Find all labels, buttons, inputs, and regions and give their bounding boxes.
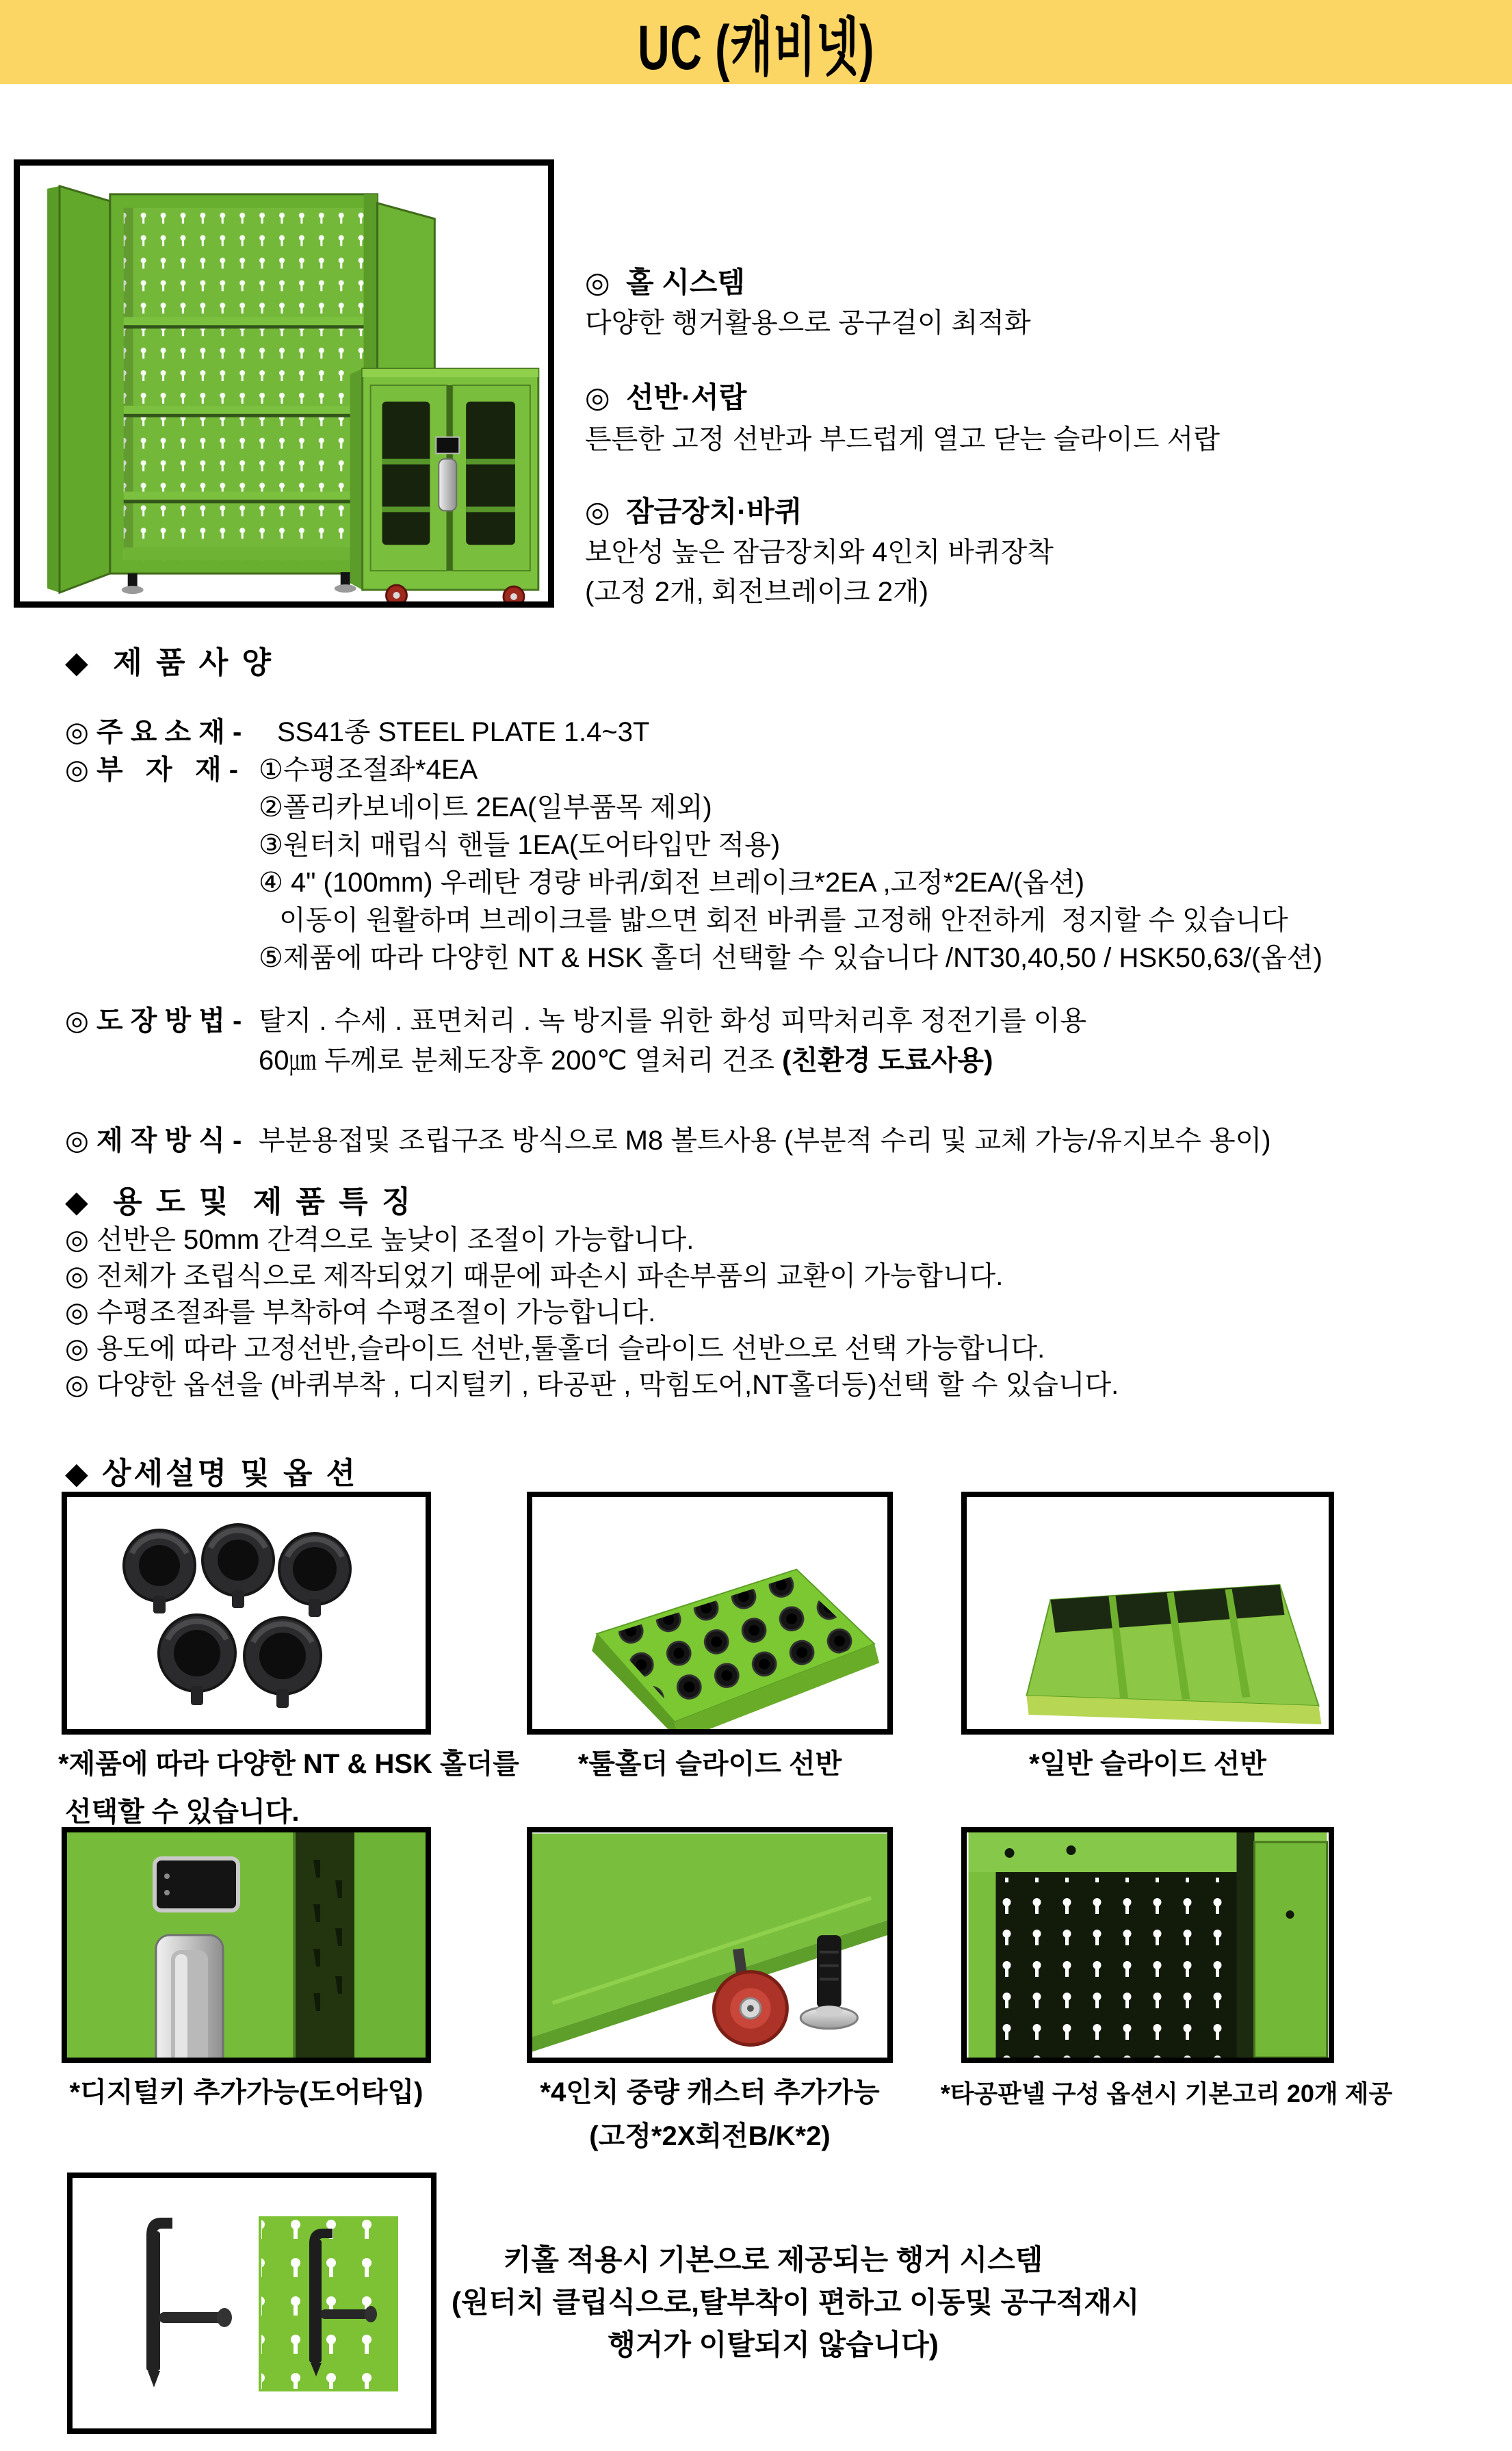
option-image-toolholder-shelf	[527, 1492, 893, 1735]
caption-nt-hsk-line-2: 선택할 수 있습니다.	[65, 1797, 300, 1827]
caption-caster-line-1: *4인치 중량 캐스터 추가가능	[540, 2077, 880, 2108]
option-image-caster	[527, 1827, 893, 2063]
general-slide-shelf-icon	[967, 1497, 1329, 1729]
spec-method-value: 부분용접및 조립구조 방식으로 M8 볼트사용 (부분적 수리 및 교체 가능/유지보수 용이)	[259, 1126, 1271, 1156]
spec-method-label: ◎ 제 작 방 식 -	[65, 1126, 242, 1156]
feature-text-lock-wheel-2: (고정 2개, 회전브레이크 2개)	[585, 577, 928, 607]
caption-nt-hsk-line-1: *제품에 따라 다양한 NT & HSK 홀더를	[58, 1749, 519, 1779]
hanger-hook-system-icon	[73, 2178, 431, 2428]
spec-parts-line-2: ②폴리카보네이트 2EA(일부품목 제외)	[259, 792, 712, 822]
caption-digital-key: *디지털키 추가가능(도어타입)	[69, 2077, 423, 2108]
feature-heading-hole-system: ◎ 홀 시스템	[585, 266, 745, 298]
spec-parts-label: ◎ 부 자 재 -	[65, 755, 239, 785]
spec-paint-line-1: 탈지 . 수세 . 표면처리 . 녹 방지를 위한 화성 피막처리후 정전기를 이용	[259, 1006, 1086, 1036]
page-title: UC (캐비넷)	[637, 12, 875, 83]
feature-text-shelf-drawer: 튼튼한 고정 선반과 부드럽게 열고 닫는 슬라이드 서랍	[585, 424, 1220, 454]
spec-parts-line-5: 이동이 원활하며 브레이크를 밟으면 회전 바퀴를 고정해 안전하게 정지할 수 있습니다	[279, 905, 1288, 935]
option-image-hanger	[67, 2173, 436, 2434]
spec-section-title: ◆ 제 품 사 양	[65, 646, 274, 679]
feature-text-lock-wheel-1: 보안성 높은 잠금장치와 4인치 바퀴장착	[585, 537, 1054, 567]
uc-cabinet-product-photo-icon	[20, 166, 548, 601]
feature-text-hole-system: 다양한 행거활용으로 공구걸이 최적화	[585, 308, 1031, 338]
spec-parts-line-4: ④ 4" (100mm) 우레탄 경량 바퀴/회전 브레이크*2EA ,고정*2EA/(옵션)	[259, 868, 1085, 898]
spec-paint-line-2-normal: 60㎛ 두께로 분체도장후 200℃ 열처리 건조	[259, 1046, 783, 1076]
spec-material-label: ◎ 주 요 소 재 -	[65, 717, 242, 747]
heavy-duty-caster-icon	[532, 1832, 887, 2058]
spec-parts-line-6: ⑤제품에 따라 다양힌 NT & HSK 홀더 선택할 수 있습니다 /NT30,40,50 / HSK50,63/(옵션)	[259, 943, 1322, 973]
details-section-title: ◆ 상세설명 및 옵 션	[65, 1457, 359, 1490]
spec-paint-line-2	[259, 1046, 993, 1076]
usage-item-4: ◎ 용도에 따라 고정선반,슬라이드 선반,툴홀더 슬라이드 선반으로 선택 가능합니다.	[65, 1334, 1045, 1364]
toolholder-slide-shelf-icon	[532, 1497, 887, 1729]
option-image-digital-key	[62, 1827, 431, 2063]
option-image-nt-hsk-holders	[62, 1492, 431, 1735]
spec-parts-line-1: ①수평조절좌*4EA	[259, 755, 478, 785]
hanger-text-line-2: (원터치 클립식으로,탈부착이 편하고 이동및 공구적재시	[452, 2286, 1140, 2318]
hero-product-image-frame	[14, 159, 554, 608]
caption-toolholder-shelf: *툴홀더 슬라이드 선반	[577, 1749, 842, 1779]
digital-key-lock-icon	[67, 1832, 426, 2058]
usage-item-1: ◎ 선반은 50mm 간격으로 높낮이 조절이 가능합니다.	[65, 1225, 694, 1255]
caption-caster-line-2: (고정*2X회전B/K*2)	[589, 2121, 831, 2151]
option-image-slide-shelf	[961, 1492, 1334, 1735]
usage-item-5: ◎ 다양한 옵션을 (바퀴부착 , 디지털키 , 타공판 , 막힘도어,NT홀더등)선택 할 수 있습니다.	[65, 1370, 1119, 1400]
hanger-text-line-1: 키홀 적용시 기본으로 제공되는 행거 시스템	[503, 2244, 1043, 2276]
spec-paint-line-2-bold: (친환경 도료사용)	[782, 1046, 993, 1076]
usage-section-title: ◆ 용 도 및 제 품 특 징	[65, 1185, 414, 1219]
nt-hsk-holder-set-icon	[67, 1497, 426, 1729]
option-image-perforated-panel	[961, 1827, 1334, 2063]
hanger-text-line-3: 행거가 이탈되지 않습니다)	[608, 2329, 939, 2361]
perforated-panel-icon	[967, 1832, 1329, 2058]
spec-material-value: SS41종 STEEL PLATE 1.4~3T	[277, 717, 650, 747]
usage-item-3: ◎ 수평조절좌를 부착하여 수평조절이 가능합니다.	[65, 1297, 656, 1327]
feature-heading-lock-wheel: ◎ 잠금장치·바퀴	[585, 495, 803, 528]
title-banner	[0, 0, 1512, 84]
spec-paint-label: ◎ 도 장 방 법 -	[65, 1006, 242, 1036]
usage-item-2: ◎ 전체가 조립식으로 제작되었기 때문에 파손시 파손부품의 교환이 가능합니다.	[65, 1261, 1004, 1291]
feature-heading-shelf-drawer: ◎ 선반·서랍	[585, 381, 747, 413]
caption-perforated-panel: *타공판넬 구성 옵션시 기본고리 20개 제공	[940, 2079, 1393, 2108]
spec-parts-line-3: ③원터치 매립식 핸들 1EA(도어타입만 적용)	[259, 830, 781, 860]
caption-slide-shelf: *일반 슬라이드 선반	[1029, 1749, 1266, 1779]
